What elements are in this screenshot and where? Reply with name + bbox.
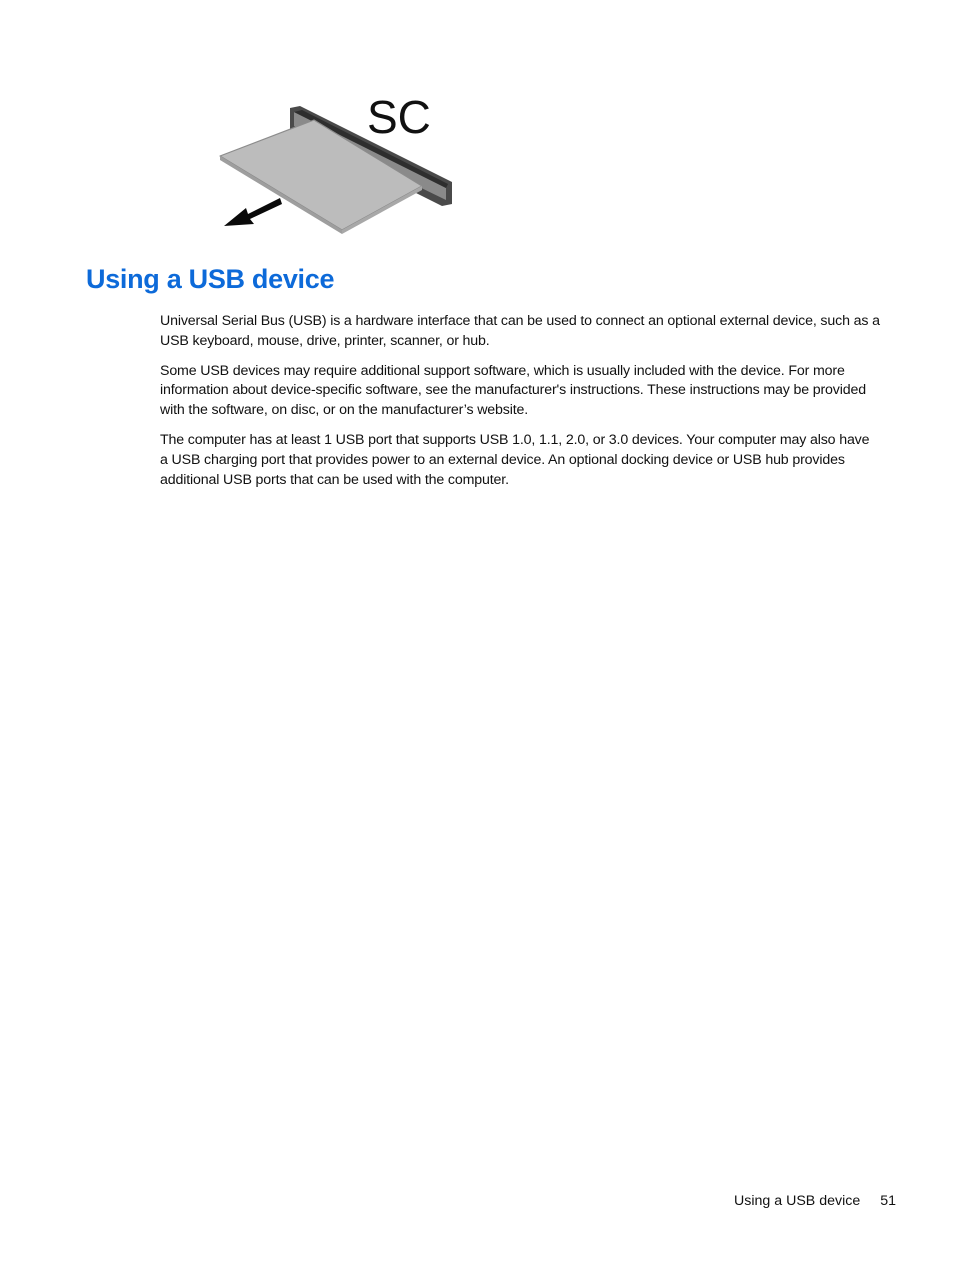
page-number: 51	[880, 1193, 896, 1209]
section-body	[160, 312, 880, 500]
section-title: Using a USB device	[86, 264, 335, 294]
sc-label: SC	[367, 91, 431, 143]
footer-section-name: Using a USB device	[734, 1193, 861, 1209]
page-footer	[734, 1193, 896, 1209]
paragraph-usb-intro: Universal Serial Bus (USB) is a hardware interface that can be used to connect an optional external device, such as a USB keyboard, mouse, drive, printer, scanner, or hub.	[160, 313, 880, 349]
paragraph-support-software: Some USB devices may require additional support software, which is usually included with the device. For more information about device-specific software, see the manufacturer's instructions. These instructions may be provided with the software, on disc, or on the manufacturer’s website.	[160, 362, 866, 419]
arrow-out-icon	[224, 198, 282, 226]
paragraph-usb-ports: The computer has at least 1 USB port that supports USB 1.0, 1.1, 2.0, or 3.0 devices. Your computer may also have a USB charging port that provides power to an external device. An optional docking device or USB hub provides additional USB ports that can be used with the computer.	[160, 431, 870, 488]
sc-card-removal-illustration	[210, 90, 470, 240]
